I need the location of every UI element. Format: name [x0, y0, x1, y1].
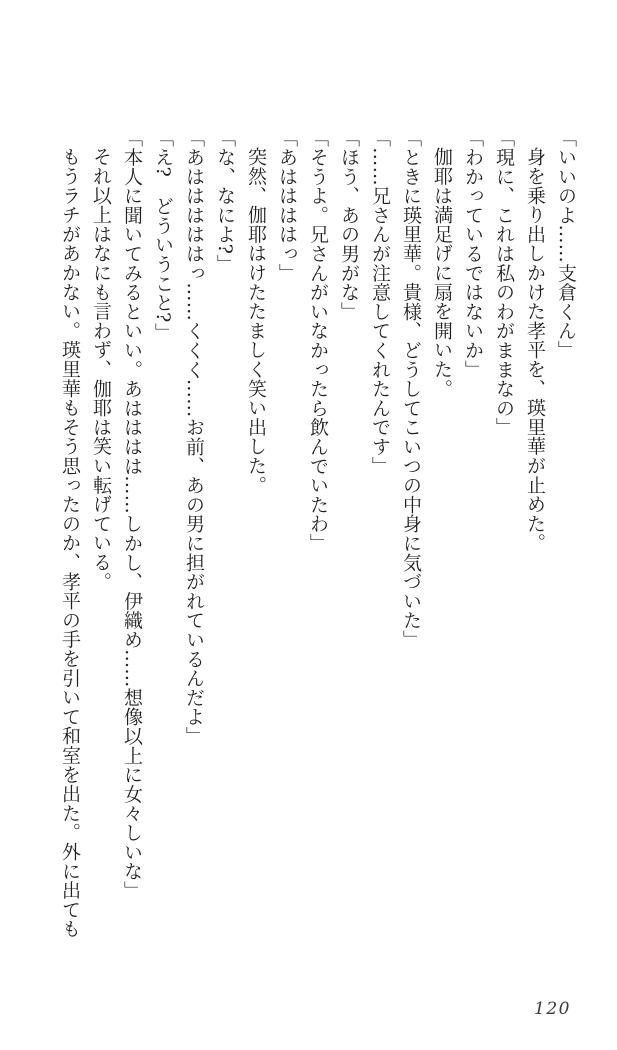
text-line: 「本人に聞いてみるといい。あはははは……しかし、伊織め……想像以上に女々しいな」	[121, 128, 143, 900]
text-line: 伽耶は満足げに扇を開いた。	[431, 147, 453, 398]
text-line: 突然、伽耶はけたたましく笑い出した。	[245, 147, 267, 495]
text-line: もうラチがあかない。瑛里華もそう思ったのか、孝平の手を引いて和室を出た。外に出ても	[59, 147, 81, 939]
text-line: 「そうよ。兄さんがいなかったら飲んでいたわ」	[307, 128, 329, 553]
text-line: 「あはははははっ……くくく……お前、あの男に担がれているんだよ」	[183, 128, 205, 746]
text-line: 「ときに瑛里華。貴様、どうしてこいつの中身に気づいた」	[400, 128, 422, 650]
vertical-text-block	[54, 128, 581, 990]
text-line: 「ほう、あの男がな」	[338, 128, 360, 321]
text-line: それ以上はなにも言わず、伽耶は笑い転げている。	[90, 147, 112, 591]
text-line: 身を乗り出しかけた孝平を、瑛里華が止めた。	[524, 147, 546, 553]
page-number: 120	[534, 999, 571, 1019]
text-line: 「な、なによ?」	[214, 128, 236, 274]
text-line: 「え? どういうこと?」	[152, 128, 174, 342]
text-line: 「わかっているではないか」	[462, 128, 484, 379]
text-line: 「……兄さんが注意してくれたんです」	[369, 128, 391, 476]
text-line: 「いいのよ……支倉くん」	[555, 128, 577, 360]
text-line: 「あははははっ」	[276, 128, 298, 283]
text-line: 「現に、これは私のわがままなの」	[493, 128, 515, 437]
